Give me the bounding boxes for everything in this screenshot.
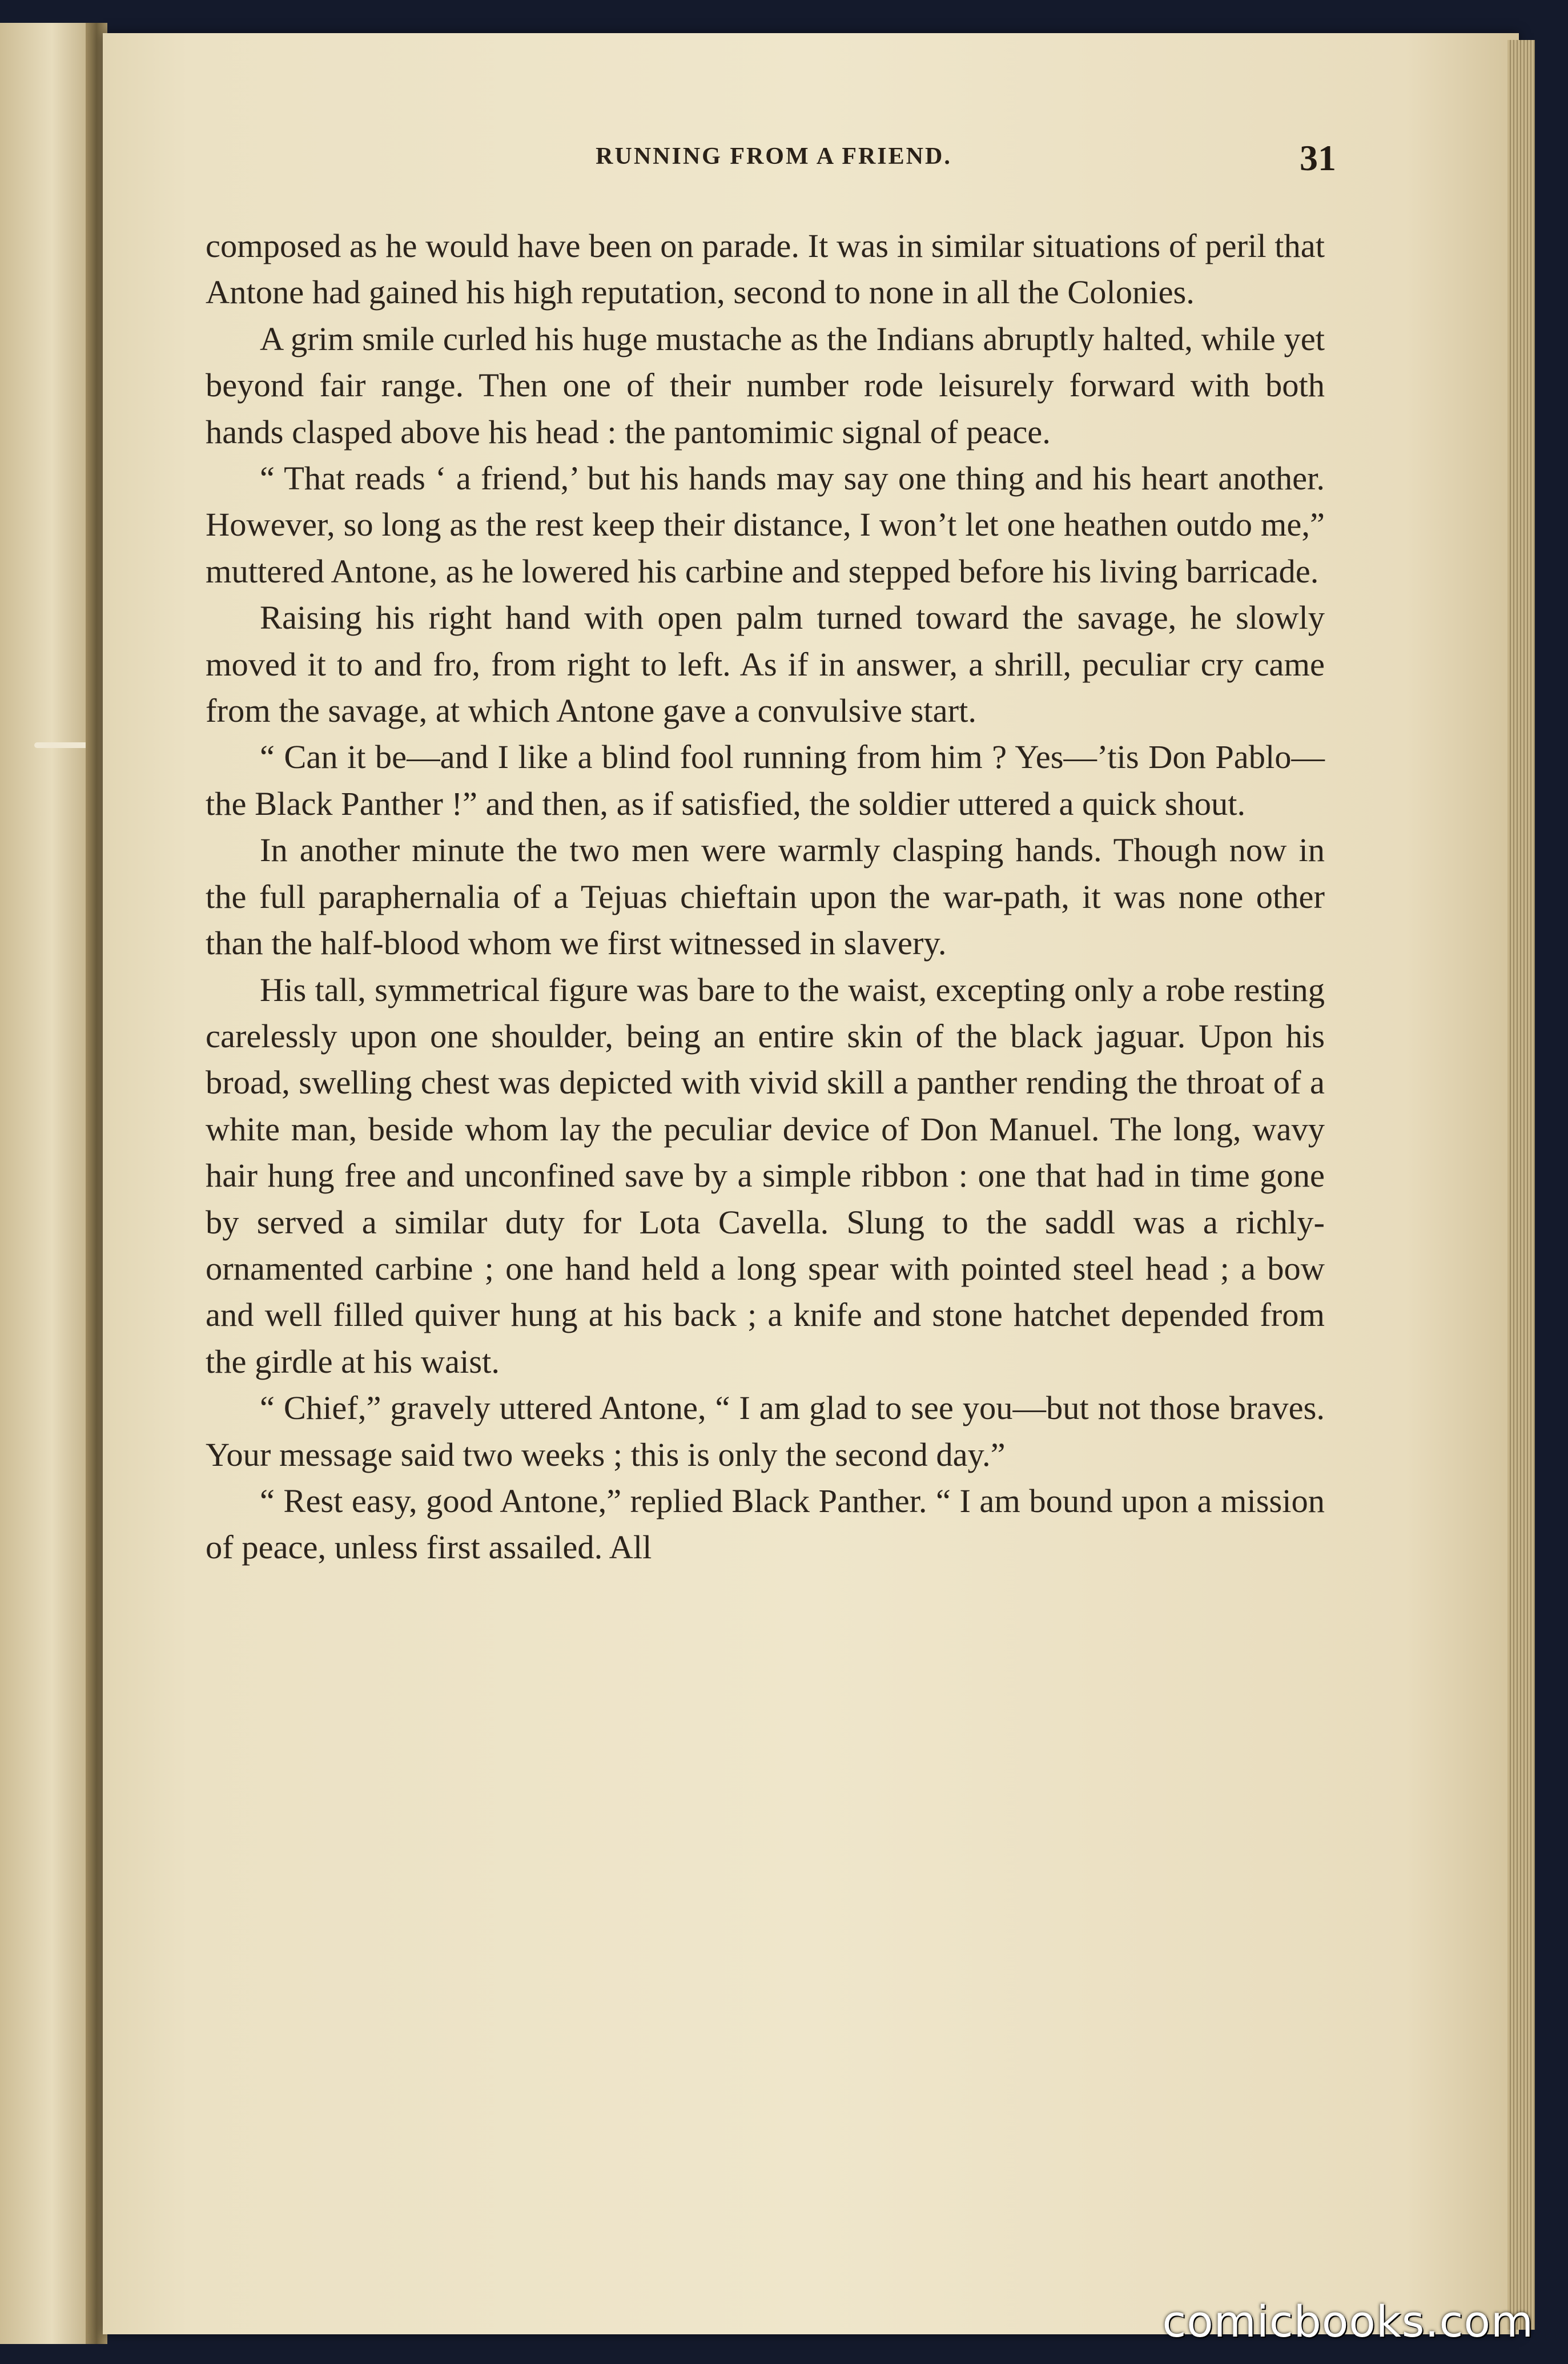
paragraph-9: “ Rest easy, good Antone,” replied Black Panther. “ I am bound upon a mission of peace, unless first assailed. All xyxy=(206,1482,1325,1566)
paragraph-6: In another minute the two men were warmly clasping hands. Though now in the full paraphernalia of a Tejuas chieftain upon the war-path, it was none other than the half-blood whom we first witnessed in slavery. xyxy=(206,831,1325,962)
watermark: comicbooks.com xyxy=(1162,2296,1534,2347)
paragraph-1: composed as he would have been on parade. It was in similar situations of peril that Antone had gained his high reputation, second to none in all the Colonies. xyxy=(206,227,1325,311)
paragraph-2: A grim smile curled his huge mustache as the Indians abruptly halted, while yet beyond fair range. Then one of their number rode leisurely forward with both hands clasped above his head : the pantomimic signal of peace. xyxy=(206,320,1325,451)
running-title: RUNNING FROM A FRIEND. xyxy=(596,143,952,170)
paragraph-7: His tall, symmetrical figure was bare to the waist, excepting only a robe resting carelessly upon one shoulder, being an entire skin of the black jaguar. Upon his broad, swelling chest was depicted with vivid skill a panther rending the throat of a white man, beside whom lay the peculiar device of Don Manuel. The long, wavy hair hung free and unconfined save by a simple ribbon : one that had in time gone by served a similar duty for Lota Cavella. Slung to the saddl was a richly-ornamented carbine ; one hand held a long spear with pointed steel head ; a bow and well filled quiver hung at his back ; a knife and stone hatchet depended from the girdle at his waist. xyxy=(206,971,1325,1380)
paragraph-8: “ Chief,” gravely uttered Antone, “ I am glad to see you—but not those braves. Your message said two weeks ; this is only the second day.” xyxy=(206,1389,1325,1473)
paragraph-4: Raising his right hand with open palm turned toward the savage, he slowly moved it to and fro, from right to left. As if in answer, a shrill, peculiar cry came from the savage, at which Antone gave a convulsive start. xyxy=(206,599,1325,730)
page-edges xyxy=(1507,40,1535,2330)
body-text xyxy=(206,223,1325,1571)
left-page-edge xyxy=(0,23,94,2344)
page-header xyxy=(217,137,1336,188)
paragraph-5: “ Can it be—and I like a blind fool running from him ? Yes—’tis Don Pablo—the Black Panther !” and then, as if satisfied, the soldier uttered a quick shout. xyxy=(206,738,1325,822)
page-number: 31 xyxy=(1300,138,1336,178)
paragraph-3: “ That reads ‘ a friend,’ but his hands may say one thing and his heart another. However, so long as the rest keep their distance, I won’t let one heathen outdo me,” muttered Antone, as he lowered his carbine and stepped before his living barricade. xyxy=(206,460,1325,590)
